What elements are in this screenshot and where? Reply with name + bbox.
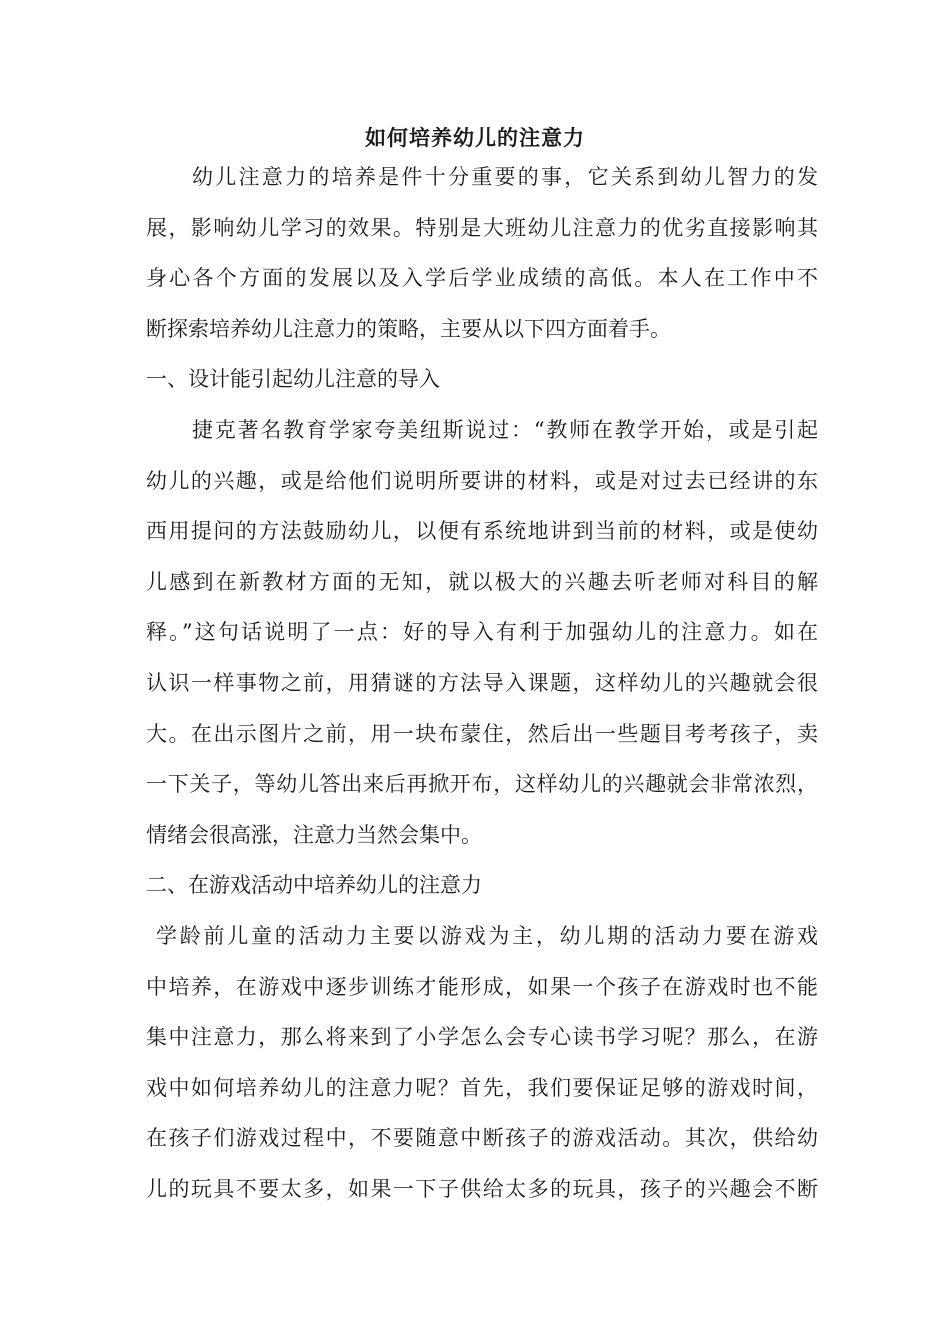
- paragraph-line: 在孩子们游戏过程中，不要随意中断孩子的游戏活动。其次，供给幼: [146, 1126, 818, 1151]
- paragraph-line: 一下关子，等幼儿答出来后再掀开布，这样幼儿的兴趣就会非常浓烈，: [146, 772, 818, 797]
- paragraph-line: 儿感到在新教材方面的无知，就以极大的兴趣去听老师对科目的解: [146, 569, 818, 594]
- paragraph-line: 集中注意力，那么将来到了小学怎么会专心读书学习呢？那么，在游: [146, 1025, 818, 1050]
- paragraph-line: 中培养，在游戏中逐步训练才能形成，如果一个孩子在游戏时也不能: [146, 974, 818, 999]
- paragraph-line: 捷克著名教育学家夸美纽斯说过：“教师在教学开始，或是引起: [192, 417, 818, 442]
- paragraph-line: 断探索培养幼儿注意力的策略，主要从以下四方面着手。: [146, 316, 671, 341]
- paragraph-line: 大。在出示图片之前，用一块布蒙住，然后出一些题目考考孩子，卖: [146, 721, 818, 746]
- document-body: [146, 152, 818, 1214]
- paragraph-line: 情绪会很高涨，注意力当然会集中。: [146, 822, 482, 847]
- document-title: 如何培养幼儿的注意力: [365, 125, 585, 150]
- section-heading: 二、在游戏活动中培养幼儿的注意力: [146, 873, 482, 898]
- paragraph-line: 释。”这句话说明了一点：好的导入有利于加强幼儿的注意力。如在: [146, 620, 818, 645]
- paragraph-line: 幼儿注意力的培养是件十分重要的事，它关系到幼儿智力的发: [192, 165, 818, 189]
- paragraph-line: 幼儿的兴趣，或是给他们说明所要讲的材料，或是对过去已经讲的东: [146, 468, 818, 493]
- paragraph-line: 儿的玩具不要太多，如果一下子供给太多的玩具，孩子的兴趣会不断: [146, 1176, 818, 1201]
- paragraph-line: 认识一样事物之前，用猜谜的方法导入课题，这样幼儿的兴趣就会很: [146, 670, 818, 695]
- section-heading: 一、设计能引起幼儿注意的导入: [146, 367, 440, 392]
- paragraph-line: 西用提问的方法鼓励幼儿，以便有系统地讲到当前的材料，或是使幼: [146, 519, 818, 544]
- paragraph-line: 戏中如何培养幼儿的注意力呢？首先，我们要保证足够的游戏时间，: [146, 1075, 818, 1100]
- paragraph-line: 学龄前儿童的活动力主要以游戏为主，幼儿期的活动力要在游戏: [156, 923, 818, 948]
- paragraph-line: 身心各个方面的发展以及入学后学业成绩的高低。本人在工作中不: [146, 266, 818, 291]
- paragraph-line: 展，影响幼儿学习的效果。特别是大班幼儿注意力的优劣直接影响其: [146, 215, 818, 240]
